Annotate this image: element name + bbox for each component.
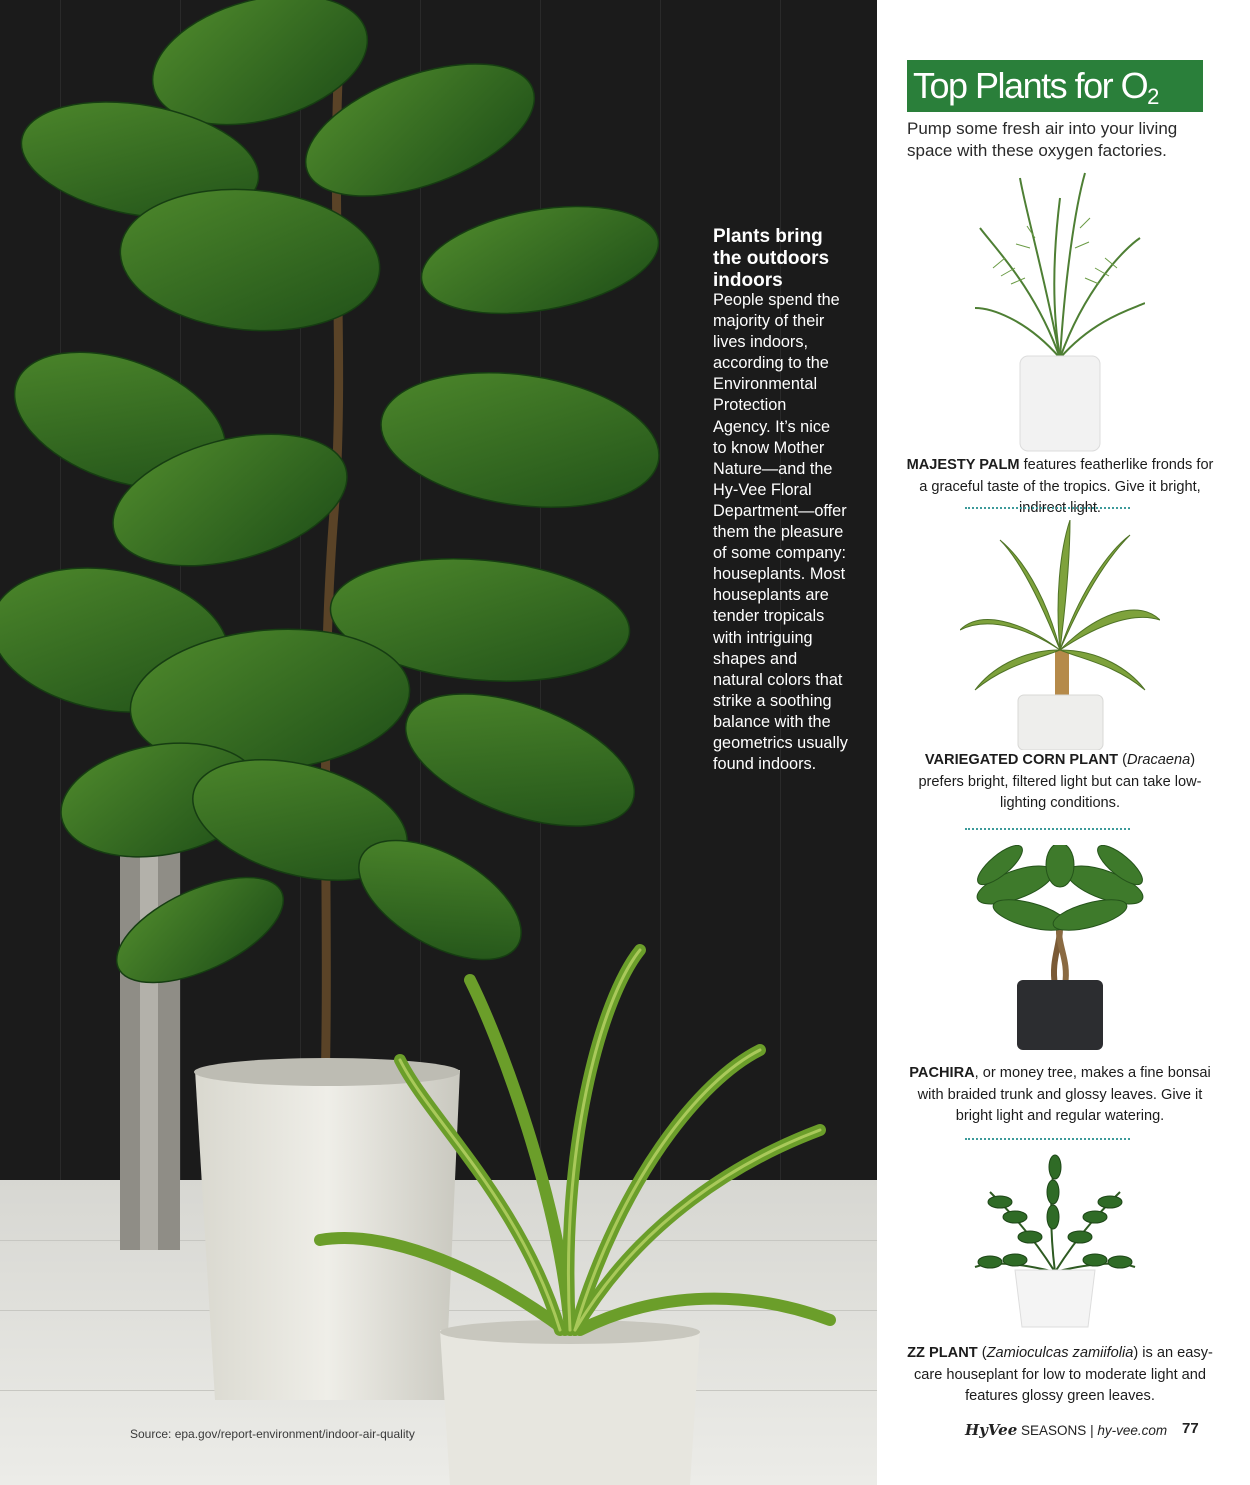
sidebar-intro: Pump some fresh air into your living space with these oxygen factories. [907,119,1178,160]
pachira-image [970,845,1150,1050]
zz-plant-caption: ZZ PLANT (Zamioculcas zamiifolia) is an easy-care houseplant for low to moderate light and features glossy green leaves. [907,1345,1213,1404]
divider [965,1138,1130,1140]
page-number: 77 [1182,1420,1199,1437]
majesty-palm-image [975,168,1145,453]
hyvee-logo: HyVee [965,1421,1018,1439]
website-link[interactable]: hy-vee.com [1097,1423,1168,1438]
divider [965,828,1130,830]
publication-name: SEASONS [1021,1423,1087,1438]
article-heading: Plants bring the outdoors indoors [713,226,830,291]
corn-plant-image [960,520,1160,750]
page-footer: HyVee SEASONS | hy-vee.com 77 [965,1420,1199,1439]
source-note: Source: epa.gov/report-environment/indoor-air-quality [130,1427,415,1441]
corn-plant-caption: VARIEGATED CORN PLANT (Dracaena) prefers bright, filtered light but can take low-lighting conditions. [918,752,1202,811]
divider [965,507,1130,509]
pachira-caption: PACHIRA, or money tree, makes a fine bonsai with braided trunk and glossy leaves. Give it bright light and regular watering. [909,1065,1211,1124]
article-body: People spend the majority of their lives indoors, according to the Environmental Protection Agency. It’s nice to know Mother Nature—and the Hy-Vee Floral Department—offer them the pleasure of some company: houseplants. Most houseplants are tender tropicals with intriguing shapes and natural colors that strike a soothing balance with the geometrics usually found indoors. [713,291,848,774]
zz-plant-image [970,1152,1140,1332]
sidebar-title: Top Plants for $O_2$ [907,60,1203,112]
majesty-palm-caption: MAJESTY PALM features featherlike fronds for a graceful taste of the tropics. Give it bright, indirect light. [906,457,1214,516]
